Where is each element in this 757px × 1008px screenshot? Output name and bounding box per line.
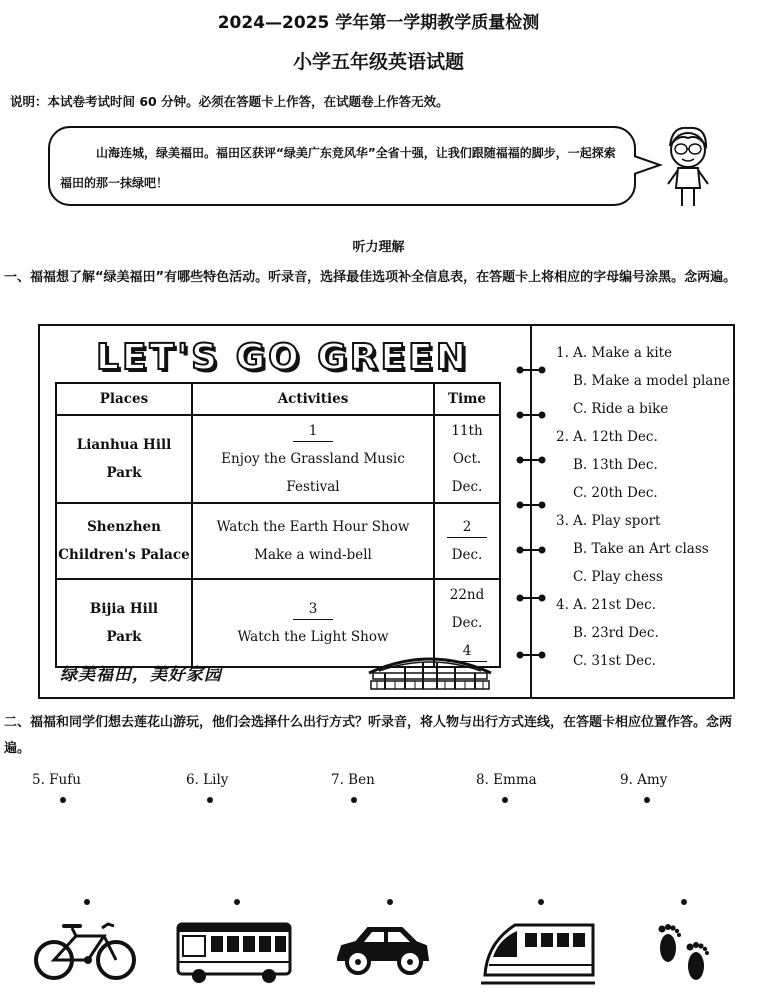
binder-ring-icon — [516, 544, 546, 556]
person-fufu: 5. Fufu — [32, 772, 81, 788]
binder-ring-icon — [516, 592, 546, 604]
binder-ring-icon — [516, 454, 546, 466]
activities-cell — [192, 415, 434, 503]
option-2b: B. 13th Dec. — [573, 457, 658, 473]
option-2a: 2. A. 12th Dec. — [556, 429, 658, 445]
place-line: Park — [106, 465, 142, 481]
match-dot-ben[interactable] — [351, 797, 357, 803]
option-4b: B. 23rd Dec. — [573, 625, 659, 641]
blank-3: 3 — [293, 599, 333, 620]
option-4c: C. 31st Dec. — [573, 653, 656, 669]
section-heading: 听力理解 — [352, 240, 405, 255]
person-amy: 9. Amy — [620, 772, 668, 788]
boy-character-icon — [660, 124, 716, 210]
match-dot-emma[interactable] — [502, 797, 508, 803]
activity-line: Enjoy the Grassland Music Festival — [221, 451, 405, 495]
question2-number: 二、 — [4, 715, 31, 730]
time-line: 11th Oct. — [451, 423, 483, 467]
activity-line: Make a wind-bell — [254, 547, 372, 563]
table-row — [56, 415, 500, 503]
binder-ring-icon — [516, 499, 546, 511]
question2-instruction: 福福和同学们想去莲花山游玩，他们会选择什么出行方式？听录音，将人物与出行方式连线，在答题卡相应位置作答。念两遍。 — [4, 715, 733, 756]
question1-number: 一、 — [4, 270, 31, 285]
activity-line: Watch the Earth Hour Show — [216, 519, 410, 535]
place-line: Lianhua Hill — [76, 437, 172, 453]
activity-line: Watch the Light Show — [237, 629, 389, 645]
slogan: 绿美福田，美好家园 — [60, 665, 222, 685]
option-1b: B. Make a model plane — [573, 373, 731, 389]
match-dot-car[interactable] — [387, 899, 393, 905]
binder-ring-icon — [516, 649, 546, 661]
time-line: Dec. — [451, 479, 483, 495]
header-places: Places — [56, 383, 192, 415]
time-cell — [434, 503, 500, 579]
match-dot-bus[interactable] — [234, 899, 240, 905]
notebook-divider — [530, 324, 532, 699]
table-header-row — [56, 383, 500, 415]
intro-text: 山海连城，绿美福田。福田区获评“绿美广东竞风华”全省十强，让我们跟随福福的脚步，一起探索福田的那一抹绿吧！ — [60, 146, 616, 190]
question1-text — [4, 265, 744, 291]
place-line: Shenzhen — [87, 519, 161, 535]
option-3a: 3. A. Play sport — [556, 513, 661, 529]
bicycle-icon — [32, 918, 138, 984]
blank-4: 4 — [447, 641, 487, 662]
question2-text — [4, 710, 744, 762]
binder-ring-icon — [516, 409, 546, 421]
match-dot-bicycle[interactable] — [84, 899, 90, 905]
train-icon — [479, 915, 597, 991]
time-cell — [434, 415, 500, 503]
time-line: Dec. — [451, 547, 483, 563]
blank-1: 1 — [293, 421, 333, 442]
place-cell — [56, 579, 192, 667]
go-green-banner: LET'S GO GREEN — [96, 337, 469, 378]
place-line: Bijia Hill — [89, 601, 159, 617]
footprints-icon — [650, 912, 720, 990]
person-emma: 8. Emma — [476, 772, 537, 788]
option-2c: C. 20th Dec. — [573, 485, 658, 501]
bus-icon — [175, 920, 293, 986]
place-line: Park — [106, 629, 142, 645]
info-table — [55, 382, 501, 668]
place-line: Children's Palace — [58, 547, 190, 563]
place-cell — [56, 503, 192, 579]
table-row — [56, 503, 500, 579]
match-dot-amy[interactable] — [644, 797, 650, 803]
header-time: Time — [434, 383, 500, 415]
option-3c: C. Play chess — [573, 569, 663, 585]
header-activities: Activities — [192, 383, 434, 415]
person-ben: 7. Ben — [331, 772, 375, 788]
match-dot-fufu[interactable] — [60, 797, 66, 803]
match-dot-lily[interactable] — [207, 797, 213, 803]
time-line: 22nd Dec. — [449, 587, 485, 631]
blank-2: 2 — [447, 517, 487, 538]
exam-title: 2024—2025 学年第一学期教学质量检测 — [217, 13, 540, 33]
paper-title: 小学五年级英语试题 — [292, 51, 464, 73]
match-dot-footprints[interactable] — [681, 899, 687, 905]
place-cell — [56, 415, 192, 503]
option-4a: 4. A. 21st Dec. — [556, 597, 656, 613]
option-3b: B. Take an Art class — [573, 541, 709, 557]
landmark-gate-icon — [365, 651, 495, 691]
activities-cell — [192, 503, 434, 579]
binder-ring-icon — [516, 364, 546, 376]
instructions: 说明：本试卷考试时间 60 分钟。必须在答题卡上作答，在试题卷上作答无效。 — [10, 94, 449, 109]
car-icon — [332, 918, 432, 980]
match-dot-train[interactable] — [538, 899, 544, 905]
option-1a: 1. A. Make a kite — [556, 345, 673, 361]
question1-instruction: 福福想了解“绿美福田”有哪些特色活动。听录音，选择最佳选项补全信息表，在答题卡上将相应的字母编号涂黑。念两遍。 — [30, 270, 737, 285]
option-1c: C. Ride a bike — [573, 401, 669, 417]
person-lily: 6. Lily — [186, 772, 229, 788]
